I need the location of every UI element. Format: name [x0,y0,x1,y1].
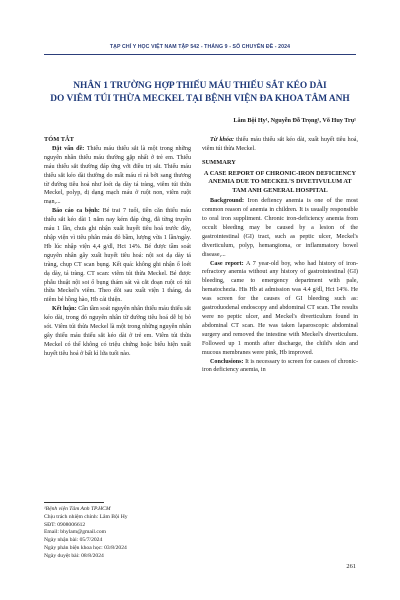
case-report-text: A 7 year-old boy, who had history of iron-refractory anemia without any history of gastrointestinal (GI) bleeding, came to emergency department with pale, hematochezia. His Hb at admission was 4.4 g/dl, Hct 14%. He was screen for the causes of GI bleeding such as: gastroduodenal endoscopy and abdominal CT scan. The results were no peptic ulcer, and Meckel's diverticulum found in abdominal CT scan. He was taken laparoscopic abdominal surgery and removed the intestine with Meckel's diverticulum. Followed up 1 month after discharge, the child's skin and mucous membranes were pink, Hb improved. [202,260,358,356]
footnote-line: Ngày nhận bài: 05/7/2024 [44,537,103,544]
vn-case-paragraph [44,207,191,305]
right-column [202,136,358,375]
conclusions-paragraph [202,358,358,376]
case-report-paragraph [202,260,358,358]
footnote-line: SĐT: 0908006612 [44,521,86,528]
footnote-rule [44,502,104,503]
vn-conclusion-paragraph [44,305,191,358]
header-rule [44,54,356,55]
vn-intro-text: Thiếu máu thiếu sắt là một trong những nguyên nhân thiếu máu thường gặp nhất ở trẻ em. Thiếu máu thiếu sắt thường đáp ứng với điều trị sắt. Thiếu máu thiếu sắt kéo dài thường do mất máu rỉ rả bởi sang thương từ đường tiêu hoá như loét dạ dày tá tràng, viêm túi thừa Meckel, polyp, dị dạng mạch máu ở ruột non, viêm ruột mạn,... [44,145,191,206]
summary-title: A CASE REPORT OF CHRONIC-IRON DEFICIENCY ANEMIA DUE TO MECKEL'S DIVETIVULUM AT TAM ANH GENERAL HOSPITAL [203,169,357,194]
case-report-label: Case report: [210,260,244,267]
title-line-2: DO VIÊM TÚI THỪA MECKEL TẠI BỆNH VIỆN ĐA KHOA TÂM ANH [50,93,350,104]
background-text: Iron defiency anemia is one of the most common reason of anemia in children. It is usually responsible to oral iron suppliment. Chronic iron-deficiency anemia from occult bleeding may be caused by a lesion of the gastrointestinal (GI) tract, such as peptic ulcer, Meckel's diverticulum, polyp, hemangioma, or inflammatory bowel disease,... [202,198,358,258]
journal-header: TẠP CHÍ Y HỌC VIỆT NAM TẬP 542 - THÁNG 9 - SỐ CHUYÊN ĐỀ - 2024 [109,44,291,50]
page-number: 261 [346,563,356,570]
vn-case-label: Báo cáo ca bệnh: [52,208,100,215]
vn-intro-label: Đặt vấn đề: [52,145,85,152]
background-label: Background: [210,198,245,205]
vn-case-text: Bé trai 7 tuổi, tiền căn thiếu máu thiếu sắt kéo dài 1 năm nay kém đáp ứng, đã từng truyền máu 1 lần, chưa ghi nhận xuất huyết tiêu hoá trước đây, nhập viện vì tiêu phân máu đỏ bầm, lượng vừa 1 lần/ngày. Hb lúc nhập viện 4,4 g/dl, Hct 14%. Bé được tầm soát nguyên nhân gây xuất huyết tiêu hoá: nội soi dạ dày tá tràng, chụp CT scan bụng. Kết quả: không ghi nhận ổ loét dạ dày, tá tràng. CT scan: viêm túi thừa Meckel. Bé được phẫu thuật nội soi ổ bụng thám sát và cắt đoạn ruột có túi thừa Meckel's viêm. Theo dõi sau xuất viện 1 tháng, da niêm bé hồng hào, Hb cải thiện. [44,208,191,304]
authors: Lâm Bội Hy¹, Nguyễn Đỗ Trọng¹, Võ Huy Trụ¹ [233,117,356,124]
title-line-1: NHÂN 1 TRƯỜNG HỢP THIẾU MÁU THIẾU SẮT KÉO DÀI [73,81,327,91]
article-title [44,80,356,105]
left-column [44,136,191,359]
footnote-line: Ngày duyệt bài: 08/8/2024 [44,552,104,559]
vn-keywords-paragraph [202,136,358,154]
vn-keywords-text: thiếu máu thiếu sắt kéo dài, xuất huyết tiêu hoá, viêm túi thừa Meckel. [202,137,358,152]
background-paragraph [202,197,358,259]
vn-conclusion-text: Cần tầm soát nguyên nhân thiếu máu thiếu sắt kéo dài, trong đó nguyên nhân từ đường tiêu hoá dễ bị bỏ sót. Viêm túi thừa Meckel là một trong những nguyên nhân gây thiếu máu thiếu sắt kéo dài ở trẻ em. Viêm túi thừa Meckel có thể không có triệu chứng hoặc biểu hiện xuất huyết tiêu hoá ở bất kì lứa tuổi nào. [44,306,191,357]
footnote-line: Chịu trách nhiệm chính: Lâm Bội Hy [44,513,128,520]
vn-conclusion-label: Kết luận: [52,306,77,313]
vn-abstract-heading: TÓM TẮT [44,136,74,143]
vn-keywords-label: Từ khóa: [210,137,235,143]
conclusions-label: Conclusions: [210,358,244,365]
vn-intro-paragraph [44,145,191,207]
footnote-line: Email: bhylam@gmail.com [44,529,107,536]
footnote-affiliation: ¹Bệnh viện Tâm Anh TP.HCM [44,506,111,512]
conclusions-text: It is necessary to screen for causes of chronic-iron deficiency anemia, in [202,358,358,374]
summary-heading: SUMMARY [202,158,236,166]
footnotes [44,506,194,561]
footnote-line: Ngày phản biện khoa học: 03/8/2024 [44,544,127,551]
